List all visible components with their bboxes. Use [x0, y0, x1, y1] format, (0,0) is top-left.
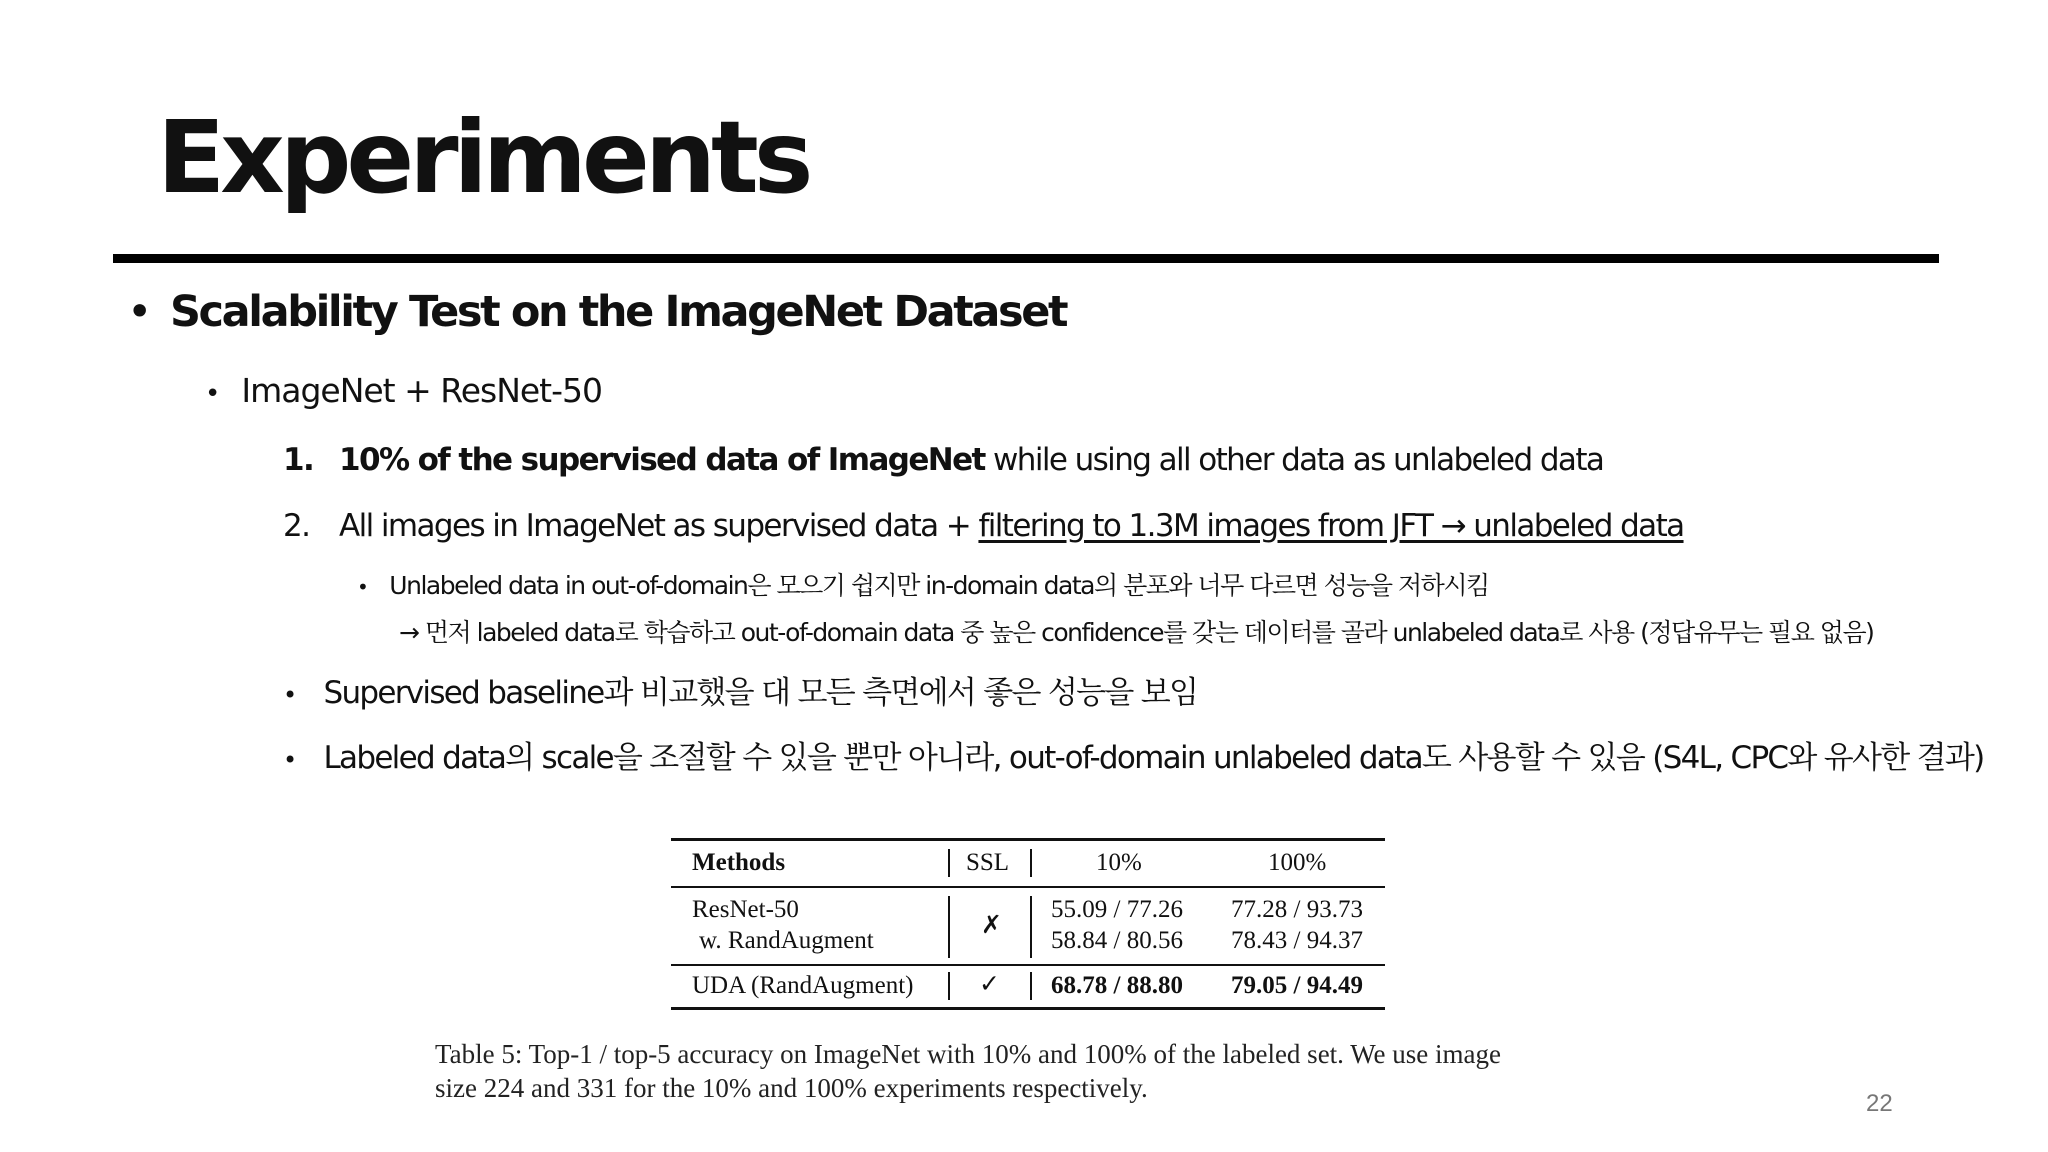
- baseline-row1-100pct: 77.28 / 93.73: [1231, 896, 1363, 923]
- note-text: Unlabeled data in out-of-domain은 모으기 쉽지만 in-domain data의 분포와 너무 다르면 성능을 저하시킴: [389, 571, 1489, 600]
- baseline-method-line2: w. RandAugment: [699, 927, 874, 954]
- column-divider: [1030, 849, 1032, 877]
- column-divider: [1030, 972, 1032, 1000]
- item-number: 1.: [283, 442, 314, 478]
- column-divider: [948, 972, 950, 1000]
- slide-title: Experiments: [157, 99, 809, 216]
- table-caption: [435, 1037, 1695, 1105]
- section-heading-text: Scalability Test on the ImageNet Dataset: [169, 287, 1067, 337]
- table-mid-rule: [671, 964, 1385, 966]
- subheading: [205, 371, 603, 410]
- bullet-dot: •: [127, 287, 150, 337]
- bullet-dot: •: [205, 379, 220, 409]
- caption-line-2: size 224 and 331 for the 10% and 100% experiments respectively.: [435, 1073, 1148, 1103]
- bullet-dot: •: [283, 746, 296, 774]
- uda-100pct: 79.05 / 94.49: [1231, 972, 1363, 999]
- baseline-row2-10pct: 58.84 / 80.56: [1051, 927, 1183, 954]
- point-bullet-2: [283, 740, 1984, 776]
- item1-text: while using all other data as unlabeled data: [984, 442, 1604, 478]
- uda-10pct: 68.78 / 88.80: [1051, 972, 1183, 999]
- item2-text: All images in ImageNet as supervised data +: [339, 508, 979, 544]
- cross-mark-icon: ✗: [981, 912, 1002, 939]
- point-text: Labeled data의 scale을 조절할 수 있을 뿐만 아니라, out-of-domain unlabeled data도 사용할 수 있음 (S4L, CPC와 유사한 결과): [323, 740, 1984, 776]
- column-divider: [948, 849, 950, 877]
- header-ssl: SSL: [966, 849, 1010, 876]
- item2-underlined-text: filtering to 1.3M images from JFT → unlabeled data: [978, 508, 1684, 544]
- baseline-row2-100pct: 78.43 / 94.37: [1231, 927, 1363, 954]
- numbered-item-1: [283, 442, 1604, 478]
- baseline-row1-10pct: 55.09 / 77.26: [1051, 896, 1183, 923]
- table-bottom-rule: [671, 1007, 1385, 1010]
- note-continuation: → 먼저 labeled data로 학습하고 out-of-domain data 중 높은 confidence를 갖는 데이터를 골라 unlabeled data로 사용 (정답유무는 필요 없음): [399, 618, 1874, 647]
- section-heading: [127, 287, 1067, 337]
- column-divider: [948, 896, 950, 958]
- item1-bold-text: 10% of the supervised data of ImageNet: [339, 442, 985, 478]
- results-table: [671, 838, 1385, 1010]
- note-bullet: [357, 573, 1489, 598]
- point-bullet-1: [283, 675, 1198, 711]
- header-100pct: 100%: [1268, 849, 1327, 876]
- numbered-item-2: [283, 508, 1684, 544]
- uda-method: UDA (RandAugment): [692, 972, 914, 999]
- page-number: 22: [1866, 1090, 1893, 1117]
- column-divider: [1030, 896, 1032, 958]
- header-methods: Methods: [692, 849, 786, 876]
- bullet-dot: •: [283, 681, 296, 709]
- table-header-rule: [671, 886, 1385, 888]
- check-mark-icon: ✓: [979, 971, 1000, 998]
- point-text: Supervised baseline과 비교했을 대 모든 측면에서 좋은 성능을 보임: [323, 675, 1198, 711]
- table-top-rule: [671, 838, 1385, 841]
- baseline-method-line1: ResNet-50: [692, 896, 799, 923]
- header-10pct: 10%: [1096, 849, 1142, 876]
- title-divider: [113, 254, 1939, 263]
- bullet-dot: •: [357, 575, 368, 599]
- subheading-text: ImageNet + ResNet-50: [241, 371, 603, 410]
- caption-line-1: Table 5: Top-1 / top-5 accuracy on ImageNet with 10% and 100% of the labeled set. We use image: [435, 1039, 1501, 1069]
- item-number: 2.: [283, 508, 310, 544]
